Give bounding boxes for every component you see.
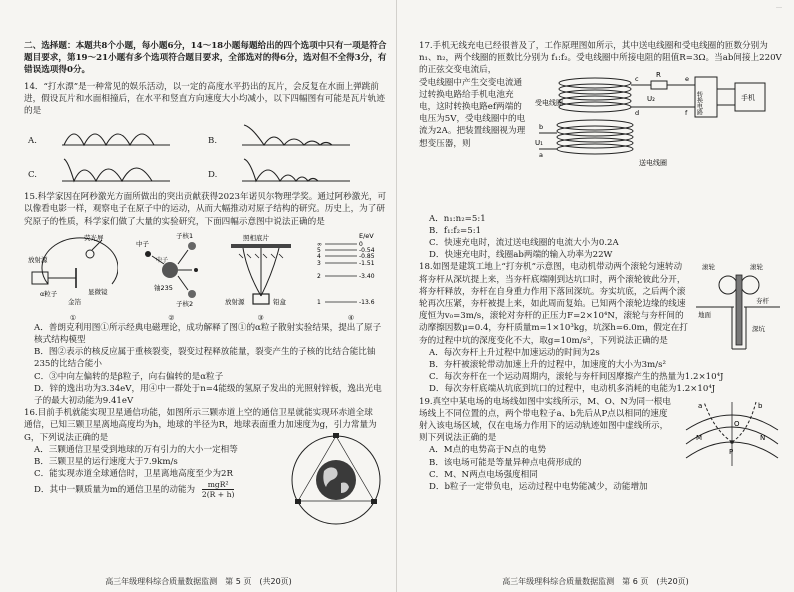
q15-figure-1-drawing <box>28 232 118 308</box>
left-page-footer: 高三年级理科综合质量数据监测 第 5 页 (共20页) <box>105 577 292 586</box>
q15-f3-source-label: 放射源 <box>224 297 245 306</box>
q17-option-d: D．快速充电时，线圈ab两端的输入功率为22W <box>429 250 613 261</box>
q17-sender-coil-label: 送电线圈 <box>639 158 667 167</box>
q15-f4-e1: -13.6 <box>358 298 375 306</box>
q17-converter-label: 转换电路 <box>695 90 703 115</box>
q14-option-b-label: B. <box>208 136 218 147</box>
q15-f4-e4: -0.85 <box>358 252 375 260</box>
q15-f4-e3: -1.51 <box>358 259 375 267</box>
exam-page-right <box>397 0 794 592</box>
q18-rammer-figure <box>694 261 782 353</box>
q15-f3-film-label: 照相底片 <box>242 233 269 242</box>
right-column <box>419 40 782 493</box>
q17-stem-side: 受电线圈中产生交变电流通过转换电路给手机电池充电，这时转换电路ef两端的电压为5V，受电线圈中的电流为2A。把装置线圈视为理想变压器，则 <box>419 77 526 149</box>
q15-option-b: B．图②表示的核反应属于重核裂变，裂变过程释放能量，裂变产生的子核的比结合能比铀235的比结合能小 <box>34 347 376 370</box>
q14-option-a-label: A. <box>28 136 37 147</box>
q18-roller-left-label: 滚轮 <box>702 263 715 272</box>
q19-option-c: C．M、N两点电场强度相同 <box>429 469 538 480</box>
q15-option-c: C．③中向左偏转的是β粒子，向右偏转的是α粒子 <box>34 371 224 382</box>
q15-figure-1 <box>28 232 118 323</box>
q16-formula-denominator: 2(R + h) <box>201 490 235 500</box>
q19-option-b: B．该电场可能是等量异种点电荷形成的 <box>429 457 582 468</box>
q15-figure-4-drawing <box>315 232 387 308</box>
q17-node-b: b <box>539 122 544 131</box>
q15-f2-daughter2-label: 子核2 <box>176 299 194 308</box>
q15-f4-e2: -3.40 <box>358 272 375 280</box>
q15-caption-1: ① <box>69 314 77 323</box>
q15-f4-n-inf: ∞ <box>316 240 322 248</box>
q14-option-c-label: C. <box>28 170 38 181</box>
q15-f1-source-label: 放射源 <box>28 255 48 264</box>
q17-phone-label: 手机 <box>741 93 755 102</box>
q15-option-a: A．普朗克利用图①所示经典电磁理论，成功解释了图①的α粒子散射实验结果，提出了原子核式结构模型 <box>34 322 382 346</box>
q17-u2-label: U₂ <box>647 94 655 103</box>
q17-resistor-label: R <box>656 70 661 79</box>
q19-path-a-label: a <box>698 401 703 410</box>
q19-option-d: D．b粒子一定带负电，运动过程中电势能减少，动能增加 <box>429 482 648 493</box>
q15-stem: 15.科学家因在阿秒激光方面所做出的突出贡献获得2023年诺贝尔物理学奖。通过阿秒激光，可以像看电影一样，观察电子在原子中的运动，从而大幅推动对原子结构的研究。历史上，为了研究原子的性质，科学家们做了大量的实验研究，下面四幅示意图中说法正确的是 <box>24 192 387 227</box>
q15-f4-n3: 3 <box>316 259 321 267</box>
q15-f4-n1: 1 <box>316 298 321 306</box>
q16-option-b: B．三颗卫星的运行速度大于7.9km/s <box>34 457 178 468</box>
q15-f4-levels <box>325 244 357 302</box>
q14-option-c-graph <box>62 155 172 185</box>
q14-option-b-graph <box>242 121 352 149</box>
q15-f2-neutron-label: 中子 <box>136 239 150 248</box>
q16-option-d-text: D．其中一颗质量为m的通信卫星的动能为 <box>34 485 196 496</box>
q16-formula <box>202 480 235 499</box>
q19-point-o-label: O <box>734 419 740 428</box>
q17-node-c: c <box>635 74 639 83</box>
q15-figure-3-drawing <box>225 232 297 308</box>
q15-f3-box-label: 铅盒 <box>272 297 286 306</box>
q16-orbit-figure <box>289 433 383 527</box>
q16-option-d <box>24 480 277 499</box>
q17-stem-top: 17.手机无线充电已经很普及了，工作原理图如所示，其中送电线圈和受电线圈的匝数分别为n₁、n₂，两个线圈的匝数比分别为 f₁:f₂。受电线圈中所接电阻的阻值R=3Ω。当ab间接上220V的正弦交变电流后， <box>419 41 782 76</box>
q17-u1-label: U₁ <box>535 138 543 147</box>
q17-coils <box>557 78 633 154</box>
q16-stem: 16.目前手机就能实现卫星通信功能，如图所示三颗赤道上空的通信卫星就能实现环赤道全球通信，已知三颗卫星离地高度均为h，地球的半径为R，地球表面重力加速度为g，引力常量为G，下列说法正确的是 <box>24 408 377 443</box>
q14-choices <box>24 121 387 187</box>
q15-f1-microscope-label: 显微镜 <box>88 287 108 296</box>
q15-f4-title: E/eV <box>358 231 374 240</box>
q14-stem: 14．“打水漂”是一种常见的娱乐活动，以一定的高度水平扔出的瓦片，会反复在水面上弹跳前进，假设瓦片和水面相撞后，在水平和竖直方向速度大小均减小，以下四幅图有可能是瓦片轨迹的是 <box>24 81 385 117</box>
q15-figure-3 <box>224 232 297 323</box>
left-column <box>24 40 387 499</box>
q15-figure-4 <box>315 231 387 323</box>
q17-option-a: A．n₁:n₂=5:1 <box>429 213 486 224</box>
q17-node-a: a <box>539 150 543 159</box>
q15-f2-daughter1-label: 子核1 <box>176 231 194 240</box>
q15-f1-alpha-label: α粒子 <box>40 289 58 298</box>
q17-option-c: C．快速充电时，流过送电线圈的电流大小为0.2A <box>429 238 619 249</box>
q18-option-a: A．每次夯杆上升过程中加速运动的时间为2s <box>429 347 600 358</box>
q18-ground-label: 地面 <box>698 311 711 320</box>
q15-f1-screen-label: 荧光屏 <box>84 233 104 242</box>
q15-f4-n2: 2 <box>316 272 321 280</box>
q19-option-a: A．M点的电势高于N点的电势 <box>429 445 547 456</box>
q15-f2-neutron2-label: 中子 <box>156 256 169 264</box>
q18-option-c: C．每次夯杆在一个运动周期内，滚轮与夯杆间因摩擦产生的热量为1.2×10⁴J <box>429 372 724 383</box>
q17-node-d: d <box>635 108 640 117</box>
q14-option-d-label: D. <box>208 170 218 181</box>
q15-f1-foil-label: 金箔 <box>68 297 81 306</box>
q15-figures <box>28 231 387 323</box>
q18-stem: 18.如图是建筑工地上“打夯机”示意图，电动机带动两个滚轮匀速转动将夯杆从深坑提上来，当夯杆底端刚到达坑口时，两个滚轮彼此分开，将夯杆释放，夯杆在自身重力作用下落回深坑。夯实坑底，之后两个滚轮再次压紧，夯杆被提上来，如此周而复始。已知两个滚轮边缘的线速度恒为v₀=3m/s，滚轮对夯杆的正压力F=2×10⁴N，滚轮与夯杆间的动摩擦因数μ=0.4，夯杆质量m=1×10³kg，坑深h=6.0m，假定在打夯的过程中坑的深度变化不大，取g=10m/s²，下列说法正确的是 <box>419 262 688 346</box>
q18-pit-label: 深坑 <box>752 325 765 334</box>
q16-option-c: C．能实现赤道全球通信时，卫星离地高度至少为2R <box>34 469 233 480</box>
q19-point-p-label: P <box>729 447 734 456</box>
q17-option-b: B．f₁:f₂=5:1 <box>429 225 482 236</box>
q18-rod-label: 夯杆 <box>756 297 769 306</box>
q15-f2-u235-label: 铀235 <box>154 283 174 292</box>
q14-option-a-graph <box>62 121 172 149</box>
q15-figure-2 <box>136 231 206 323</box>
section-header: 二、选择题：本题共8个小题，每小题6分，14～18小题每题给出的四个选项中只有一项是符合题目要求，第19～21小题有多个选项符合题目要求，全部选对的得6分，选对但不全得3分，有错误选项得0分。 <box>24 41 387 76</box>
q19-path-b-label: b <box>758 401 763 410</box>
q16-formula-numerator: mgR² <box>202 480 235 490</box>
q19-stem: 19.真空中某电场的电场线如图中实线所示，M、O、N为同一根电场线上不同位置的点，两个带电粒子a、b先后从P点以相同的速度射入该电场区域，仅在电场力作用下的运动轨迹如图中虚线所示，则下列说法正确的是 <box>419 396 671 444</box>
q17-receiver-coil-label: 受电线圈 <box>535 98 563 107</box>
q19-point-m-label: M <box>696 433 703 442</box>
q18-roller-right-label: 滚轮 <box>750 263 763 272</box>
q16-option-a: A．三颗通信卫星受到地球的万有引力的大小一定相等 <box>34 444 238 455</box>
q15-f4-e5: -0.54 <box>358 246 375 254</box>
right-page-footer: 高三年级理科综合质量数据监测 第 6 页 (共20页) <box>502 577 689 586</box>
q17-node-e: e <box>685 74 689 83</box>
q15-f4-n5: 5 <box>316 246 321 254</box>
q15-figure-2-drawing <box>136 232 206 308</box>
q14-option-d-graph <box>242 155 352 185</box>
q15-caption-4: ④ <box>347 314 355 323</box>
q19-field-figure <box>682 396 782 472</box>
q15-f4-e-inf: 0 <box>358 240 363 248</box>
q15-caption-3: ③ <box>257 314 264 323</box>
q15-option-d: D．锌的逸出功为3.34eV，用④中一群处于n=4能级的氢原子发出的光照射锌板，逸出光电子的最大初动能为9.41eV <box>34 383 382 407</box>
q18-option-b: B．夯杆被滚轮带动加速上升的过程中，加速度的大小为3m/s² <box>429 360 666 371</box>
q17-circuit-figure <box>535 63 783 181</box>
q19-point-n-label: N <box>760 433 766 442</box>
q15-caption-2: ② <box>168 314 175 323</box>
q17-node-f: f <box>685 108 688 117</box>
q15-f4-n4: 4 <box>316 252 321 260</box>
top-mark: … <box>776 3 782 10</box>
q18-option-d: D．每次夯杆底端从坑底到坑口的过程中，电动机多消耗的电能为1.2×10⁴J <box>429 384 716 395</box>
